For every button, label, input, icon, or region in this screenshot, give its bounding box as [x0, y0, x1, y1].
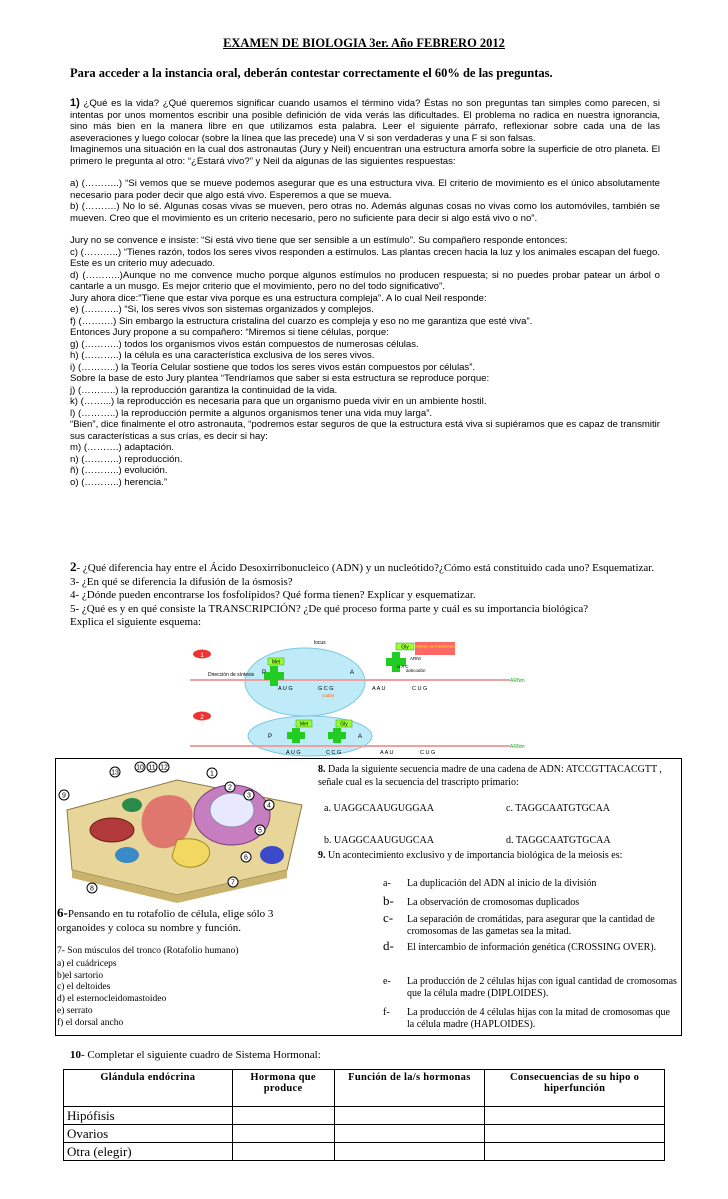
cell-number-4-label: 4 [267, 802, 271, 810]
q10-text: - Completar el siguiente cuadro de Sistema Hormonal: [81, 1049, 321, 1061]
question-4: 4- ¿Dónde pueden encontrarse los fosfolípidos? Qué forma tienen? Explicar y esquematizar. [70, 589, 476, 601]
q1-item: n) (………..) reproducción. [70, 453, 183, 465]
q9-option-label: a- [383, 878, 391, 889]
question-8 [318, 764, 673, 789]
col-header-consequences: Consecuencias de su hipo o hiperfunción [485, 1070, 665, 1107]
table-row [64, 1107, 665, 1125]
golgi-apparatus [172, 839, 210, 868]
q1-item: Sobre la base de esto Jury plantea “Tendríamos que saber si esta estructura se reproduce porque: [70, 373, 490, 384]
q10-number: 10 [70, 1049, 81, 1061]
q1-item: ñ) (………..) evolución. [70, 465, 168, 476]
codon-top-1: A U G [278, 686, 293, 692]
question-3: 3- ¿En qué se diferencia la difusión de la ósmosis? [70, 575, 293, 588]
q9-option-text: La producción de 2 células hijas con igual cantidad de cromosomas que la célula madre (DIPLOIDES). [407, 976, 677, 999]
met-label: Met [271, 659, 281, 666]
q9-option-text: La duplicación del ADN al inicio de la división [407, 878, 597, 889]
cell-number-11-label: 11 [148, 764, 156, 772]
q1-number: 1) [70, 97, 80, 109]
q1-paragraph: ¿Qué es la vida? ¿Qué queremos significar cuando usamos el término vida? Éstas no son preguntas tan simples como parecen, si intentas por unos momentos escribir una posible definición de vida verás las dificultades. El problema no radica en nuestra ignorancia, sino más bien en la manera libre en que utilizamos esta palabra. Leer el siguiente párrafo, reflexionar sobre cada una de las aseveraciones y luego colocar (sobre la línea que las precede) una V si son verdaderas y una F si son falsas. [70, 98, 660, 144]
q8-option-a: a. UAGGCAAUGUGGAA [324, 803, 434, 814]
codon-bottom-1: A U G [286, 750, 301, 756]
arnm-label-2: ARNm [510, 744, 525, 750]
vacuole [115, 847, 139, 863]
q6-text: Pensando en tu rotafolio de célula, elige sólo 3 organoides y coloca su nombre y función. [57, 908, 274, 934]
table-row [64, 1143, 665, 1161]
q1-item: a) (………..) “Si vemos que se mueve podemos asegurar que es una estructura viva. El criterio de movimiento es el único absolutamente necesario para poder decir que algo está vivo. Esperemos a que se mueva. [70, 178, 660, 201]
q9-option-text: La observación de cromosomas duplicados [407, 897, 580, 908]
cell-number-7-label: 7 [231, 879, 235, 887]
q1-item: Jury no se convence e insiste: “Si está vivo tiene que ser sensible a un estímulo”. Su compañero responde entonces: [70, 235, 568, 246]
answer-cell[interactable] [485, 1107, 665, 1125]
q9-option-c [383, 912, 678, 938]
cell-number-1-label: 1 [210, 770, 214, 778]
q9-option-label: d- [383, 938, 394, 953]
answer-cell[interactable] [485, 1125, 665, 1143]
q9-option-label: e- [383, 976, 391, 987]
question-10 [70, 1049, 321, 1061]
codon-top-3: A A U [372, 686, 386, 692]
question-6 [57, 906, 312, 935]
cell-number-8-label: 8 [90, 885, 94, 893]
q1-item: Entonces Jury propone a su compañero: “Miremos si tiene células, porque: [70, 327, 389, 338]
anticodon-letters: U A C [397, 664, 409, 669]
col-header-hormone: Hormona que produce [232, 1070, 334, 1107]
q6-number: 6- [57, 905, 68, 920]
cell-number-9-label: 9 [62, 792, 66, 800]
cell-number-12-label: 12 [160, 764, 168, 772]
q1-item: m) (……….) adaptación. [70, 442, 174, 453]
answer-cell[interactable] [232, 1125, 334, 1143]
q2-number: 2 [70, 559, 77, 574]
question-7 [57, 946, 312, 1030]
exam-instructions: Para acceder a la instancia oral, deberán contestar correctamente el 60% de las preguntas. [70, 66, 553, 80]
q9-number: 9. [318, 850, 326, 861]
cell-number-3-label: 3 [247, 792, 251, 800]
answer-cell[interactable] [232, 1107, 334, 1125]
answer-cell[interactable] [232, 1143, 334, 1161]
direction-label: Dirección de síntesis [208, 672, 255, 678]
question-5-prompt: Explica el siguiente esquema: [70, 616, 202, 628]
q9-option-b [383, 895, 678, 909]
q1-item: k) (……...) la reproducción es necesaria para que un organismo pueda vivir en un ambiente hostil. [70, 396, 487, 407]
gland-cell: Otra (elegir) [64, 1143, 233, 1161]
col-header-function: Función de la/s hormonas [334, 1070, 485, 1107]
table-row [64, 1125, 665, 1143]
q7-title: 7- Son músculos del tronco (Rotafolio humano) [57, 946, 239, 956]
cell-number-2-label: 2 [228, 784, 232, 792]
codon-top-4: C U G [412, 686, 428, 692]
p-site-2: P [268, 734, 273, 740]
vesicle [122, 798, 142, 812]
q7-option: d) el esternocleidomastoideo [57, 994, 167, 1005]
locus-label: locus [314, 640, 326, 646]
q1-item: i) (………..) la Teoría Celular sostiene que todos los seres vivos están compuestos por células”. [70, 361, 476, 373]
q9-option-label: b- [383, 893, 394, 908]
q8-number: 8. [318, 764, 326, 775]
q7-option: c) el deltoides [57, 982, 111, 993]
q9-text: Un acontecimiento exclusivo y de importancia biológica de la meiosis es: [325, 850, 623, 861]
complex-label: Complejo de transferencia [411, 643, 459, 649]
q9-option-label: f- [383, 1007, 390, 1018]
exam-title: EXAMEN DE BIOLOGIA 3er. Año FEBRERO 2012 [223, 36, 505, 50]
mitochondrion [90, 818, 134, 842]
q1-item: c) (………..) “Tienes razón, todos los seres vivos responden a estímulos. Las plantas crecen hacia la luz y los animales escapan del fuego. Este es un criterio muy adecuado. [70, 246, 660, 269]
questions-2-to-5 [70, 560, 670, 630]
arnm-label: ARNm [510, 678, 525, 684]
trna-gly [386, 652, 406, 672]
q1-paragraph: Imaginemos una situación en la cual dos astronautas (Jury y Neil) encuentran una estructura amorfa sobre la superficie de otro planeta. El primero le pregunta al otro: “¿Estará vivo?” y Neil da algunas de las siguientes respuestas: [70, 144, 660, 167]
q7-option: a) el cuádriceps [57, 958, 117, 969]
anticodon-label: anticodón [406, 668, 426, 673]
met-label-2: Met [299, 721, 309, 728]
q1-item: “Bien”, dice finalmente el otro astronauta, “podremos estar seguros de que la estructura está viva si supiéramos que es capaz de transmitir sus características a sus crías, es decir si hay: [70, 419, 660, 442]
q1-item: f) (……….) Sin embargo la estructura cristalina del cuarzo es compleja y eso no me garantiza que esté viva”. [70, 315, 533, 327]
ribosome-1 [245, 648, 365, 716]
q8-option-d: d. TAGGCAATGTGCAA [506, 835, 611, 846]
q9-option-text: La separación de cromátidas, para asegurar que la cantidad de cromosomas de las gametas sea la mitad. [407, 914, 655, 937]
q1-item: Jury ahora dice:”Tiene que estar viva porque es una estructura compleja”. A lo cual Neil responde: [70, 292, 487, 304]
q8-option-b: b. UAGGCAAUGUGCAA [324, 835, 434, 846]
q8-option-c: c. TAGGCAATGTGCAA [506, 803, 611, 814]
codon-bottom-3: A A U [380, 750, 394, 756]
q7-option: f) el dorsal ancho [57, 1017, 124, 1028]
arnt-label: ARNt [410, 656, 421, 661]
lysosome [260, 846, 284, 864]
q9-option-a [383, 878, 678, 892]
q1-item: g) (………..) todos los organismos vivos están compuestos de numerosas células. [70, 338, 419, 350]
q1-item: j) (………..) la reproducción garantiza la continuidad de la vida. [70, 384, 338, 396]
cell-number-13-label: 13 [111, 769, 119, 777]
codon-label: codón [322, 693, 335, 698]
q1-item: h) (………..) la célula es una característica exclusiva de los seres vivos. [70, 350, 375, 361]
hormonal-system-table [63, 1069, 665, 1161]
codon-top-2: G C G [318, 686, 334, 692]
a-site: A [350, 670, 355, 676]
question-9 [318, 850, 673, 863]
step-1-label: 1 [200, 652, 204, 659]
gly-label-2: Gly [340, 721, 348, 728]
q8-options [318, 797, 673, 849]
q9-option-f [383, 1007, 678, 1033]
gland-cell: Ovarios [64, 1125, 233, 1143]
step-2-label: 2 [200, 714, 204, 721]
q9-option-e [383, 976, 678, 1002]
q8-text: Dada la siguiente secuencia madre de una cadena de ADN: ATCCGTTACACGTT , señale cual es la secuencia del trascripto primario: [318, 764, 662, 788]
question-2: - ¿Qué diferencia hay entre el Ácido Desoxirribonucleico (ADN) y un nucleótido?¿Cómo está constituido cada uno? Esquematizar. [76, 562, 655, 574]
col-header-gland: Glándula endócrina [64, 1070, 233, 1107]
q9-option-text: La producción de 4 células hijas con la mitad de cromosomas que la célula madre (HAPLOIDES). [407, 1007, 670, 1030]
table-header-row [64, 1070, 665, 1107]
q1-item: l) (………..) la reproducción permite a algunos organismos tener una vida muy larga”. [70, 407, 433, 419]
p-site: P [262, 670, 267, 676]
gland-cell: Hipófisis [64, 1107, 233, 1125]
answer-cell[interactable] [334, 1107, 485, 1125]
codon-bottom-4: C U G [420, 750, 436, 756]
q1-item: d) (………..)Aunque no me convence mucho porque algunos estímulos no producen respuesta; si no puedes probar patear un árbol o cantarle a un musgo. Es mejor criterio que el movimiento, pero no del todo significativo”. [70, 269, 660, 292]
animal-cell-illustration [57, 760, 312, 905]
q1-item: e) (………..) “Si, los seres vivos son sistemas organizados y complejos. [70, 304, 374, 315]
answer-cell[interactable] [485, 1143, 665, 1161]
codon-bottom-2: C C G [326, 750, 342, 756]
answer-cell[interactable] [334, 1125, 485, 1143]
q9-option-label: c- [383, 910, 394, 925]
q1-item: b) (……….) No lo sé. Algunas cosas vivas se mueven, pero otras no. Además algunas cosas no vivas como los automóviles, también se mueven. Creo que el movimiento es un criterio necesario, pero no suficiente para decir si algo está vivo o no”. [70, 201, 660, 224]
translation-diagram [190, 638, 550, 758]
cell-number-10-label: 10 [136, 764, 144, 772]
a-site-2: A [358, 734, 363, 740]
q1-item: o) (………..) herencia.” [70, 476, 168, 488]
question-1 [70, 98, 660, 488]
q9-option-text: El intercambio de información genética (CROSSING OVER). [407, 942, 657, 953]
q9-option-d [383, 940, 678, 966]
gly-label: Gly [401, 644, 409, 651]
q7-option: e) serrato [57, 1005, 93, 1016]
q7-option: b)el sartorio [57, 970, 104, 981]
cell-number-5-label: 5 [258, 827, 262, 835]
answer-cell[interactable] [334, 1143, 485, 1161]
question-5: 5- ¿Qué es y en qué consiste la TRANSCRIPCIÓN? ¿De qué proceso forma parte y cuál es su importancia biológica? [70, 602, 589, 615]
cell-number-6-label: 6 [244, 854, 248, 862]
